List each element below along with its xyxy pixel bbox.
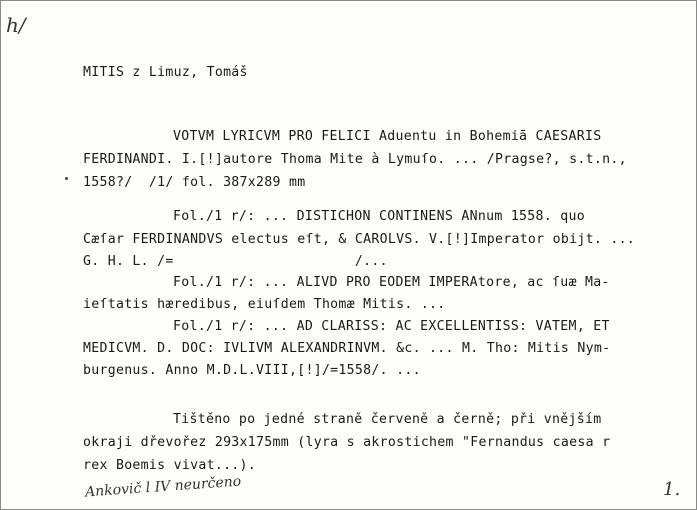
note-line: okraji dřevořez 293x175mm (lyra s akrostichem "Fernandus caesa r: [83, 435, 611, 450]
handwritten-number: 1.: [663, 479, 681, 500]
corner-handwritten-mark: h/: [6, 13, 26, 37]
author-heading: MITIS z Limuz, Tomáš: [83, 65, 248, 80]
entry-line: G. H. L. /= /...: [83, 254, 388, 269]
note-line: Tištěno po jedné straně červeně a černě; při vnějším: [173, 412, 602, 427]
entry-line: Fol./1 r/: ... ALIVD PRO EODEM IMPERAtore, ac ſuæ Ma-: [173, 275, 610, 290]
title-line-2: FERDINANDI. I.[!]autore Thoma Mite à Lymuſo. ... /Pragse?, s.t.n.,: [83, 152, 627, 167]
margin-dot: [65, 177, 68, 180]
entry-line: Fol./1 r/: ... AD CLARISS: AC EXCELLENTISS: VATEM, ET: [173, 319, 610, 334]
entry-line: burgenus. Anno M.D.L.VIII,[!]/=1558/. ...: [83, 363, 421, 378]
entry-line: Cæſar FERDINANDVS electus eſt, & CAROLVS. V.[!]Imperator obijt. ...: [83, 232, 636, 247]
entry-line: Fol./1 r/: ... DISTICHON CONTINENS ANnum 1558. quo: [173, 209, 585, 224]
entry-line: MEDICVM. D. DOC: IVLIVM ALEXANDRINVM. &c. ... M. Tho: Mitis Nym-: [83, 341, 611, 356]
title-line-3: 1558?/ /1/ fol. 387x289 mm: [83, 175, 306, 190]
note-line: rex Boemis vivat...).: [83, 458, 257, 473]
title-line-1: VOTVM LYRICVM PRO FELICI Aduentu in Bohemiā CAESARIS: [173, 129, 602, 144]
handwritten-note: Ankovič l IV neurčeno: [84, 473, 242, 501]
entry-line: ieſtatis hæredibus, eiuſdem Thomæ Mitis. ...: [83, 297, 446, 312]
